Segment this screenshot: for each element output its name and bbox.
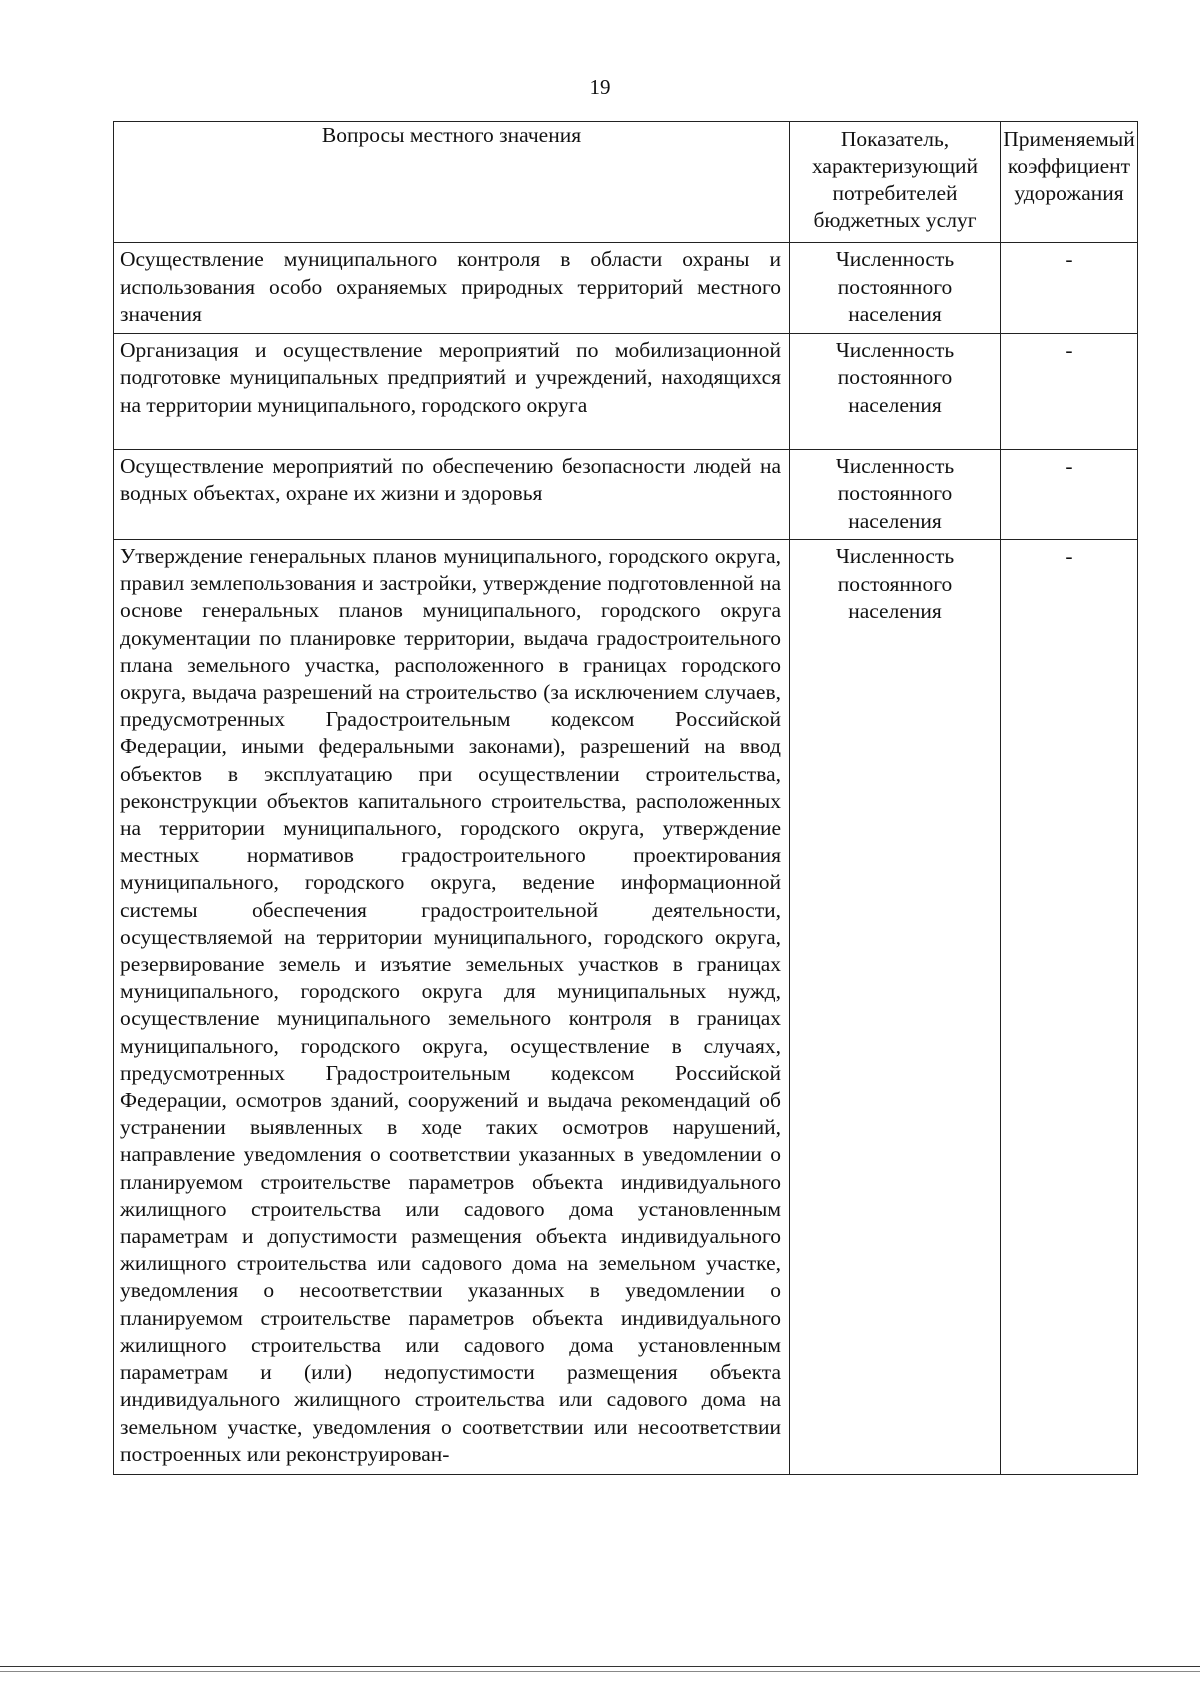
row-coefficient: - <box>1001 333 1138 449</box>
row-coefficient: - <box>1001 449 1138 540</box>
header-coefficient: Применяемый коэффициент удорожания <box>1001 122 1138 243</box>
page-number: 19 <box>589 75 611 99</box>
row-question: Осуществление мероприятий по обеспечению безопасности людей на водных объектах, охране их жизни и здоровья <box>114 449 790 540</box>
header-question: Вопросы местного значения <box>114 122 790 243</box>
row-indicator: Численность постоянного населения <box>790 333 1001 449</box>
page-bottom-rule <box>0 1666 1200 1667</box>
table-row <box>114 540 1138 1475</box>
row-question: Утверждение генеральных планов муниципального, городского округа, правил землепользования и застройки, утверждение подготовленной на основе генеральных планов муниципального, городского округа документации по планировке территории, выдача градостроительного плана земельного участка, расположенного в границах городского округа, выдача разрешений на строительство (за исключением случаев, предусмотренных Градостроительным кодексом Российской Федерации, иными федеральными законами), разрешений на ввод объектов в эксплуатацию при осуществлении строительства, реконструкции объектов капитального строительства, расположенных на территории муниципального, городского округа, утверждение местных нормативов градостроительного проектирования муниципального, городского округа, ведение информационной системы обеспечения градостроительной деятельности, осуществляемой на территории муниципального, городского округа, резервирование земель и изъятие земельных участков в границах муниципального, городского округа для муниципальных нужд, осуществление муниципального земельного контроля в границах муниципального, городского округа, осуществление в случаях, предусмотренных Градостроительным кодексом Российской Федерации, осмотров зданий, сооружений и выдача рекомендаций об устранении выявленных в ходе таких осмотров нарушений, направление уведомления о соответствии указанных в уведомлении о планируемом строительстве параметров объекта индивидуального жилищного строительства или садового дома установленным параметрам и допустимости размещения объекта индивидуального жилищного строительства или садового дома на земельном участке, уведомления о несоответствии указанных в уведомлении о планируемом строительстве параметров объекта индивидуального жилищного строительства или садового дома установленным параметрам и (или) недопустимости размещения объекта индивидуального жилищного строительства или садового дома на земельном участке, уведомления о соответствии или несоответствии построенных или реконструирован- <box>114 540 790 1475</box>
row-coefficient: - <box>1001 243 1138 334</box>
page-bottom-rule-secondary <box>0 1671 1200 1672</box>
table-row <box>114 333 1138 449</box>
table-row <box>114 449 1138 540</box>
table-header-row <box>114 122 1138 243</box>
header-indicator: Показатель, характеризующий потребителей бюджетных услуг <box>790 122 1001 243</box>
row-indicator: Численность постоянного населения <box>790 243 1001 334</box>
row-coefficient: - <box>1001 540 1138 1475</box>
local-issues-table <box>113 121 1138 1475</box>
row-question: Организация и осуществление мероприятий по мобилизационной подготовке муниципальных предприятий и учреждений, находящихся на территории муниципального, городского округа <box>114 333 790 449</box>
row-indicator: Численность постоянного населения <box>790 449 1001 540</box>
row-indicator: Численность постоянного населения <box>790 540 1001 1475</box>
row-question: Осуществление муниципального контроля в области охраны и использования особо охраняемых природных территорий местного значения <box>114 243 790 334</box>
table-row <box>114 243 1138 334</box>
